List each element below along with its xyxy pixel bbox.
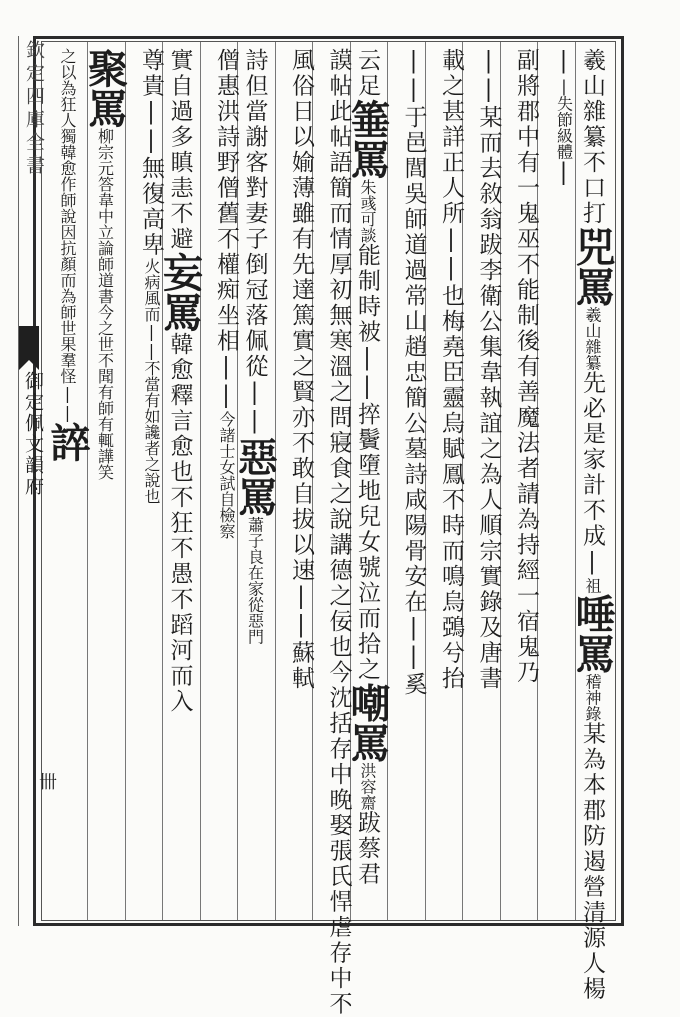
entry-heading: 嘲罵: [344, 682, 391, 763]
annotation-text: 稽神錄: [583, 673, 602, 722]
margin-header: 欽定四庫全書: [23, 40, 45, 178]
text-column-10: [231, 48, 279, 914]
text-column-8: [312, 48, 352, 1017]
text-column-13: [125, 48, 163, 914]
fishtail-ornament: [19, 326, 39, 360]
text-column-7: [344, 48, 391, 914]
text-column-6: [387, 48, 425, 914]
margin-strip: [18, 36, 57, 926]
body-text: 謨帖此帖語簡而情厚初無寒溫之問寢食之說講德之佞也今沈括存中晚娶張氏悍虐存中不: [325, 48, 352, 1017]
text-column-9: [275, 48, 313, 914]
body-text: 載之甚詳正人所||也梅堯臣靈烏賦鳳不時而鳴烏鵶兮抬: [438, 48, 464, 692]
annotation-text: |失節級體: [554, 76, 574, 160]
entry-heading: 惡罵: [231, 436, 279, 517]
body-text: ||于邑閭吳師道過常山趙忠簡公墓詩咸陽骨安在||奚: [400, 48, 427, 698]
annotation-text: 今諸士女試自檢察: [217, 411, 236, 539]
body-text: |: [550, 48, 577, 77]
text-column-5: [425, 48, 463, 914]
body-text: 尊貴||無復高卑: [138, 48, 164, 258]
annotation-text: 洪容齋: [358, 762, 377, 811]
body-text: ||某而去敘翁跋李衛公集韋執誼之為人順宗實錄及唐書: [475, 48, 502, 692]
body-text: 實自過多瞋恚不避: [166, 48, 193, 252]
annotation-text: 祖: [583, 577, 602, 594]
entry-heading: 妄罵: [156, 252, 204, 332]
annotation-text: 朱彧可談: [358, 179, 377, 243]
entry-heading: 唾罵: [569, 593, 616, 674]
entry-heading: 誶: [44, 422, 91, 462]
body-text: 韓愈釋言愈也不狂不愚不蹈河而入: [166, 332, 193, 715]
text-column-12: [156, 48, 204, 914]
body-text: 詩但當謝客對妻子倒冠落佩從||: [241, 48, 268, 437]
text-column-14: [81, 48, 129, 914]
body-text: 先必是家計不成: [579, 370, 605, 549]
body-text: 風俗日以媮薄雖有先達篤實之賢亦不敢自拔以速||蘇軾: [288, 48, 314, 692]
book-title: 御定佩文韻府: [22, 371, 44, 497]
body-text: 副將郡中有一鬼巫不能制後有善魔法者請為持經一宿鬼乃: [513, 48, 539, 686]
body-text: |: [579, 549, 605, 578]
annotation-text: 之以為狂人獨韓愈作師說因抗顏而為師世果羣怪||: [58, 48, 77, 422]
body-text: 能制時被||捽鬢墮地兒女號泣而拾之: [354, 243, 380, 683]
entry-heading: 箠罵: [344, 99, 391, 179]
body-text: 某為本郡防遏營清源人楊: [579, 721, 605, 1002]
body-text: 羲山雜纂不口打: [579, 48, 605, 227]
text-column-11: [200, 48, 238, 914]
text-column-4: [462, 48, 500, 914]
annotation-text: 火病風而||不當有如讒者之說也: [142, 258, 161, 504]
text-column-3: [500, 48, 538, 914]
body-text: 僧惠洪詩野僧舊不權痴坐相||: [213, 48, 239, 411]
annotation-text: 蕭子良在家從惡門: [245, 516, 265, 645]
entry-heading: 兕罵: [569, 226, 616, 307]
entry-heading: 聚罵: [81, 48, 129, 128]
text-column-2: [537, 48, 575, 914]
annotation-text: 柳宗元答韋中立論師道書今之世不聞有師有輒譁笑: [95, 128, 115, 480]
annotation-text: 羲山雜纂: [583, 306, 602, 371]
page-number: 卌: [36, 772, 57, 790]
body-text: 云足: [354, 48, 380, 99]
body-text: |: [550, 159, 577, 188]
text-column-1: [569, 48, 616, 1002]
body-text: 跋蔡君: [354, 810, 380, 887]
